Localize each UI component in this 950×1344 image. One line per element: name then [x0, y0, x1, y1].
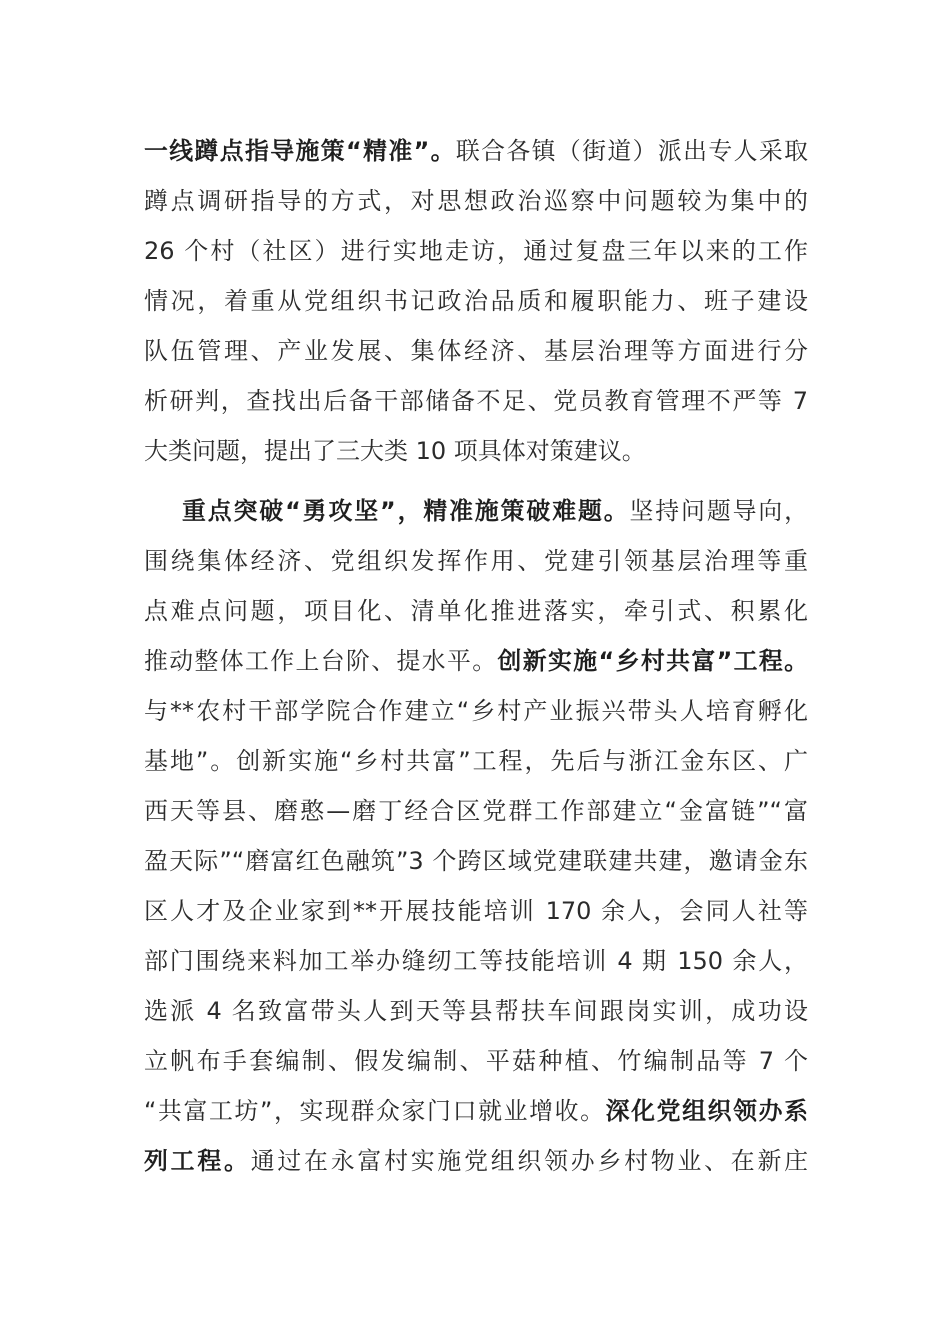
- text-line: [144, 936, 808, 986]
- text-run: 点难点问题，项目化、清单化推进落实，牵引式、积累化: [144, 597, 808, 625]
- text-run: 与**农村干部学院合作建立“乡村产业振兴带头人培育孵化: [144, 697, 808, 725]
- text-run: 立帆布手套编制、假发编制、平菇种植、竹编制品等 7 个: [144, 1047, 808, 1075]
- text-line: [144, 126, 808, 176]
- text-run: 推动整体工作上台阶、提水平。: [144, 647, 498, 675]
- text-line: [144, 326, 808, 376]
- text-line: [144, 486, 808, 536]
- text-line: [144, 986, 808, 1036]
- text-run: 基地”。创新实施“乡村共富”工程，先后与浙江金东区、广: [144, 747, 808, 775]
- text-line: [144, 376, 808, 426]
- bold-heading: 深化党组织领办系: [605, 1097, 808, 1125]
- text-line: [144, 686, 808, 736]
- text-run: 盈天际”“磨富红色融筑”3 个跨区域党建联建共建，邀请金东: [144, 847, 808, 875]
- paragraph-2: [144, 486, 808, 1186]
- text-run: “共富工坊”，实现群众家门口就业增收。: [144, 1097, 606, 1125]
- text-line: [144, 1036, 808, 1086]
- text-line: [144, 786, 808, 836]
- text-run: 区人才及企业家到**开展技能培训 170 余人，会同人社等: [144, 897, 808, 925]
- text-run: 队伍管理、产业发展、集体经济、基层治理等方面进行分: [144, 337, 808, 365]
- text-line: [144, 886, 808, 936]
- paragraph-gap: [144, 476, 808, 486]
- text-run: 通过在永富村实施党组织领办乡村物业、在新庄: [250, 1147, 809, 1175]
- text-line: [144, 536, 808, 586]
- bold-heading: 创新实施“乡村共富”工程。: [497, 647, 808, 675]
- bold-heading: 一线蹲点指导施策“精准”。: [144, 137, 456, 165]
- text-run: 西天等县、磨憨—磨丁经合区党群工作部建立“金富链”“富: [144, 797, 808, 825]
- text-line: [144, 1086, 808, 1136]
- text-run: 坚持问题导向，: [629, 497, 808, 525]
- text-run: 联合各镇（街道）派出专人采取: [455, 137, 808, 165]
- text-line: [144, 426, 808, 476]
- text-line: [144, 176, 808, 226]
- text-run: 蹲点调研指导的方式，对思想政治巡察中问题较为集中的: [144, 187, 808, 215]
- text-run: 情况，着重从党组织书记政治品质和履职能力、班子建设: [144, 287, 808, 315]
- text-run: 部门围绕来料加工举办缝纫工等技能培训 4 期 150 余人，: [144, 947, 808, 975]
- bold-heading: 重点突破“勇攻坚”，精准施策破难题。: [182, 497, 630, 525]
- text-line: [144, 836, 808, 886]
- text-line: [144, 736, 808, 786]
- text-line: [144, 586, 808, 636]
- text-run: 围绕集体经济、党组织发挥作用、党建引领基层治理等重: [144, 547, 808, 575]
- text-run: 析研判，查找出后备干部储备不足、党员教育管理不严等 7: [144, 387, 808, 415]
- text-run: 选派 4 名致富带头人到天等县帮扶车间跟岗实训，成功设: [144, 997, 808, 1025]
- paragraph-1: [144, 126, 808, 476]
- text-line: [144, 276, 808, 326]
- bold-heading: 列工程。: [144, 1147, 251, 1175]
- text-line: [144, 226, 808, 276]
- document-body: [144, 126, 808, 1186]
- text-run: 26 个村（社区）进行实地走访，通过复盘三年以来的工作: [144, 237, 808, 265]
- text-run: 大类问题，提出了三大类 10 项具体对策建议。: [144, 437, 646, 465]
- text-line: [144, 1136, 808, 1186]
- text-line: [144, 636, 808, 686]
